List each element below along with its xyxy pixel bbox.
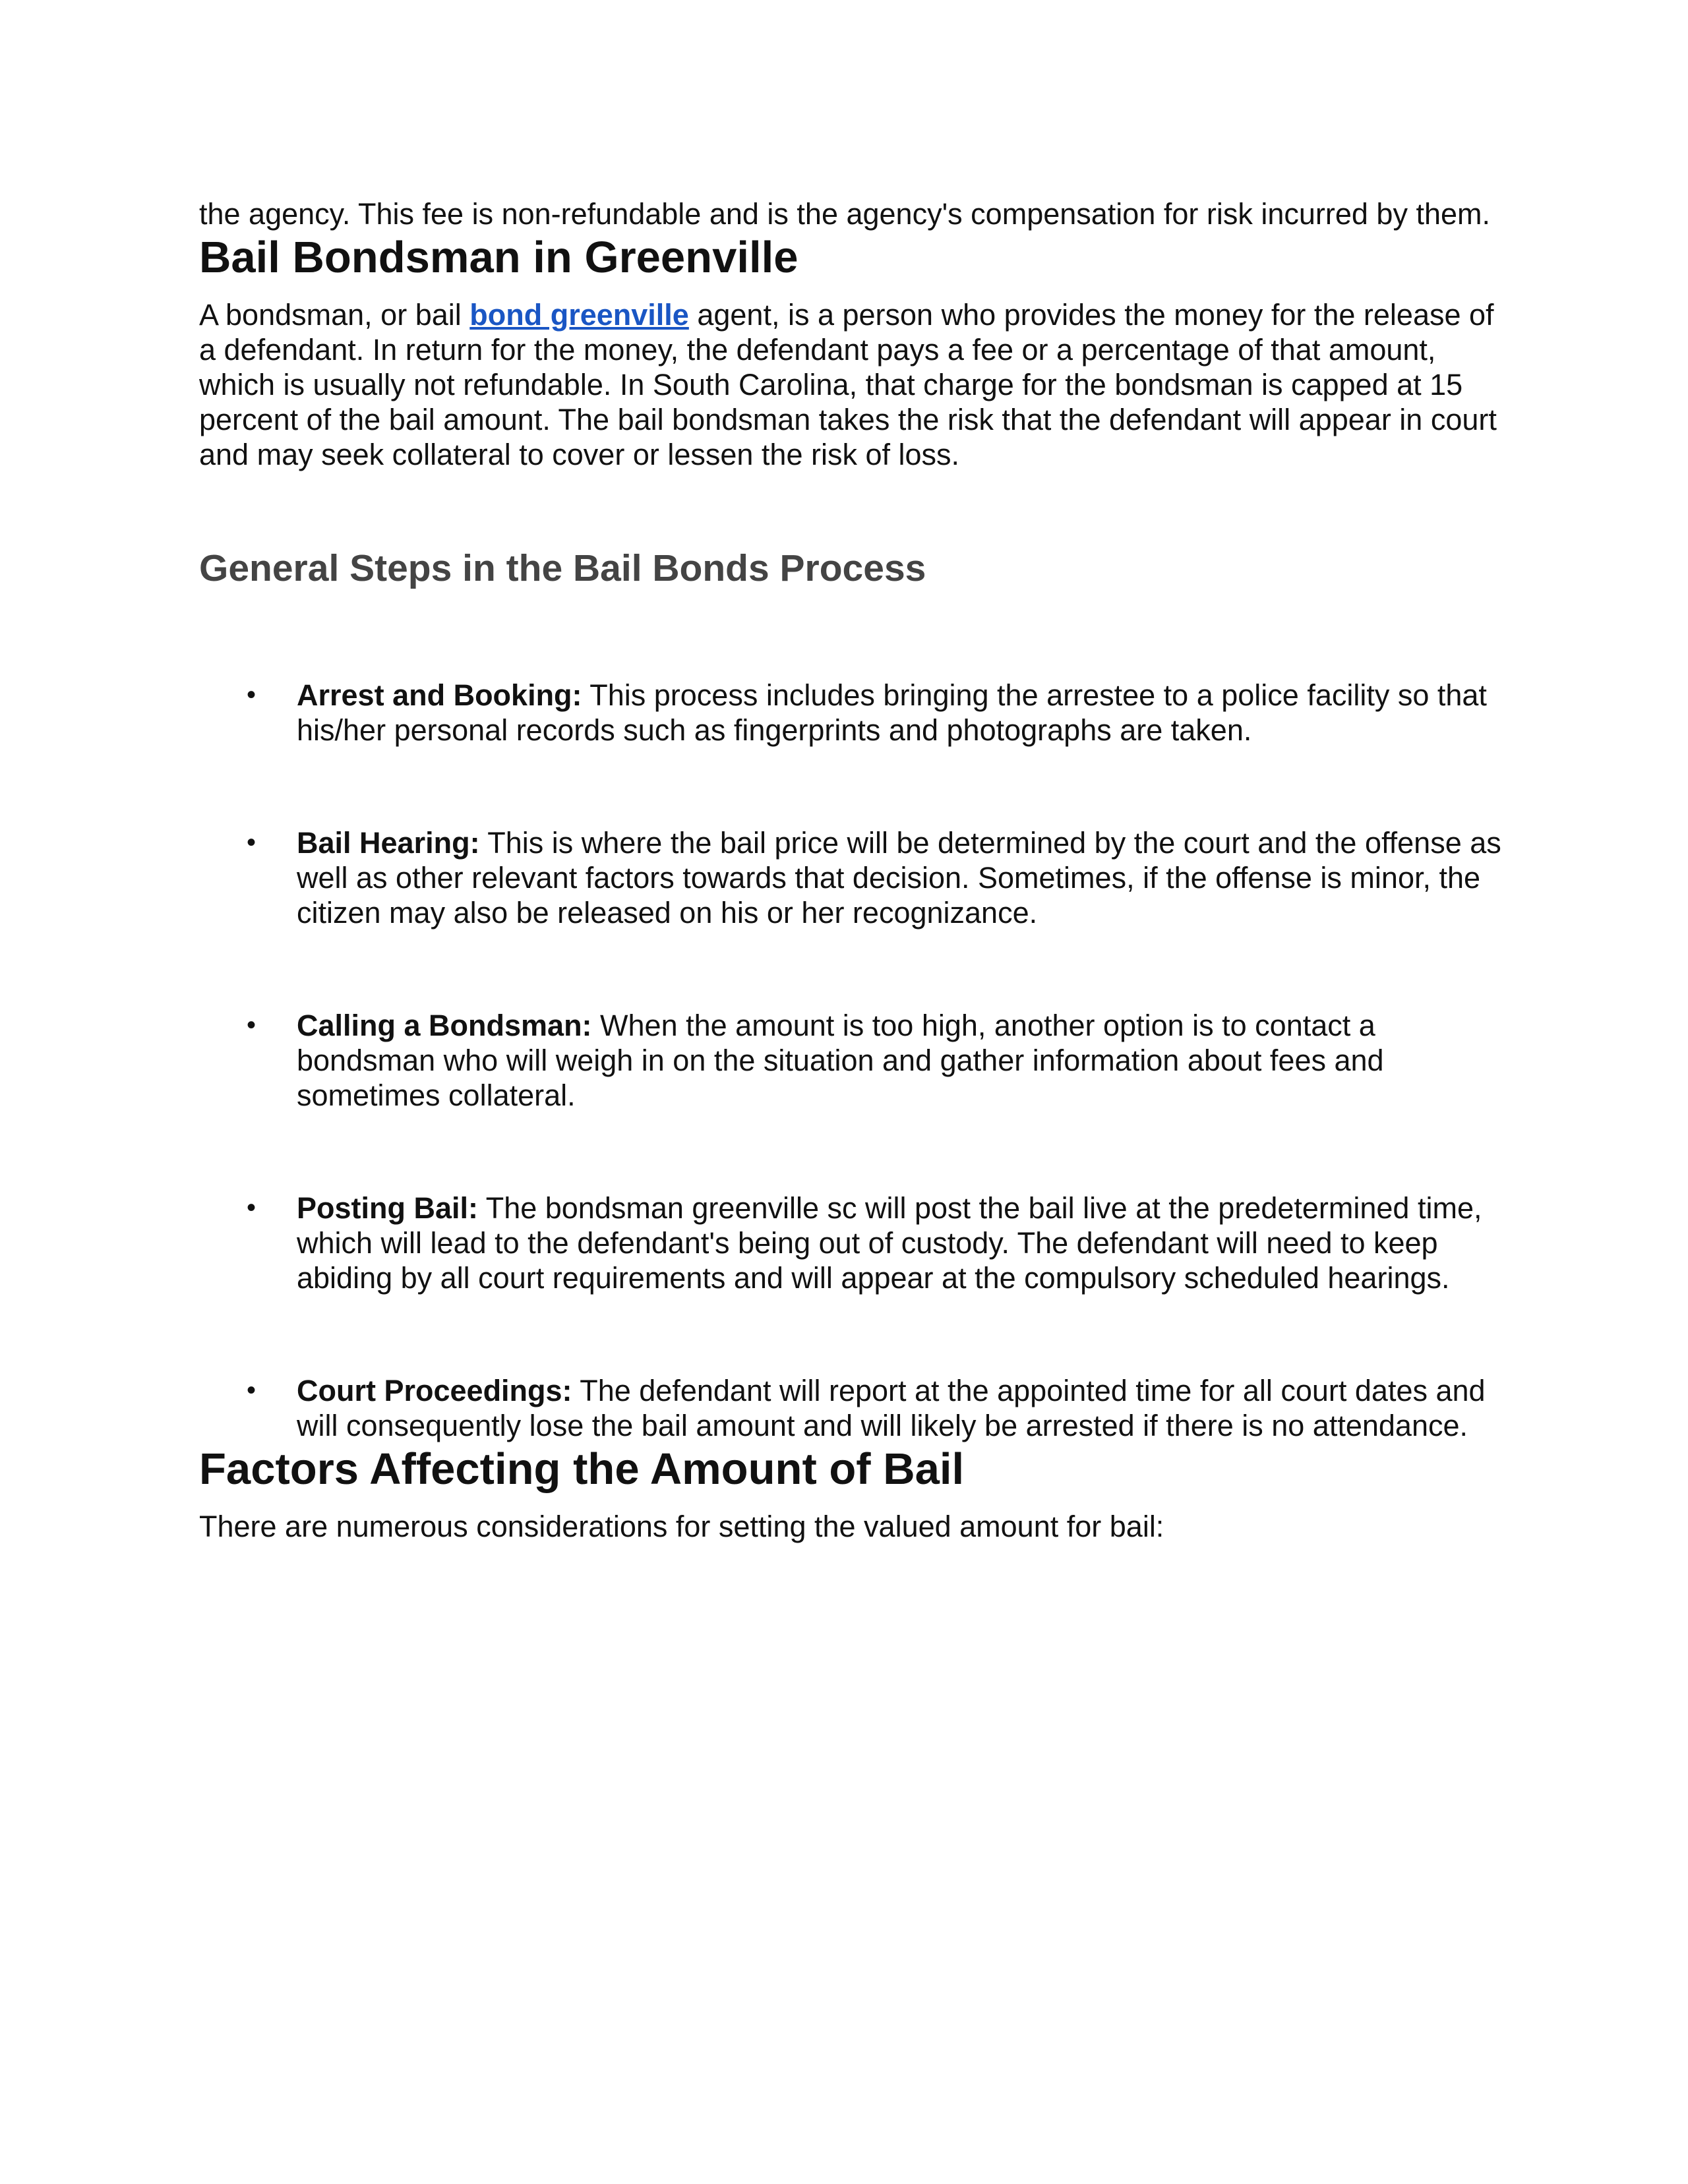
step-text: This process includes bringing the arrestee to a police facility so that his/her personal records such as fingerprints and photographs are taken. bbox=[297, 678, 1487, 747]
step-title: Court Proceedings: bbox=[297, 1374, 572, 1407]
bullet-icon: • bbox=[247, 828, 256, 857]
list-item bbox=[199, 825, 1505, 930]
process-heading: General Steps in the Bail Bonds Process bbox=[199, 547, 926, 589]
list-item bbox=[199, 1191, 1505, 1295]
list-item bbox=[199, 1373, 1505, 1443]
process-steps-list bbox=[199, 678, 1505, 1443]
step-text: The defendant will report at the appointed time for all court dates and will consequently lose the bail amount and will likely be arrested if there is no attendance. bbox=[297, 1374, 1486, 1442]
bondsman-text-after-link: agent, is a person who provides the money for the release of a defendant. In return for the money, the defendant pays a fee or a percentage of that amount, which is usually not refundable. In South Carolina, that charge for the bondsman is capped at 15 percent of the bail amount. The bail bondsman takes the risk that the defendant will appear in court and may seek collateral to cover or lessen the risk of loss. bbox=[199, 298, 1497, 471]
list-item bbox=[199, 1008, 1505, 1113]
step-title: Calling a Bondsman: bbox=[297, 1009, 592, 1042]
bondsman-text-before-link: A bondsman, or bail bbox=[199, 298, 470, 332]
step-title: Posting Bail: bbox=[297, 1191, 479, 1225]
factors-paragraph: There are numerous considerations for setting the valued amount for bail: bbox=[199, 1510, 1164, 1543]
bullet-icon: • bbox=[247, 680, 256, 709]
bondsman-heading: Bail Bondsman in Greenville bbox=[199, 233, 799, 282]
step-title: Arrest and Booking: bbox=[297, 678, 582, 712]
step-title: Bail Hearing: bbox=[297, 826, 480, 860]
intro-paragraph: the agency. This fee is non-refundable and is the agency's compensation for risk incurred by them. bbox=[199, 197, 1491, 231]
bondsman-paragraph bbox=[199, 297, 1505, 472]
factors-heading: Factors Affecting the Amount of Bail bbox=[199, 1444, 965, 1494]
list-item bbox=[199, 678, 1505, 748]
bond-greenville-link[interactable]: bond greenville bbox=[469, 298, 689, 332]
step-text: This is where the bail price will be determined by the court and the offense as well as other relevant factors towards that decision. Sometimes, if the offense is minor, the citizen may also be released on his or her recognizance. bbox=[297, 826, 1501, 930]
bullet-icon: • bbox=[247, 1376, 256, 1405]
step-text: When the amount is too high, another option is to contact a bondsman who will weigh in on the situation and gather information about fees and sometimes collateral. bbox=[297, 1009, 1384, 1112]
bullet-icon: • bbox=[247, 1193, 256, 1222]
step-text: The bondsman greenville sc will post the bail live at the predetermined time, which will lead to the defendant's being out of custody. The defendant will need to keep abiding by all court requirements and will appear at the compulsory scheduled hearings. bbox=[297, 1191, 1482, 1295]
document-page bbox=[199, 196, 1505, 1544]
bullet-icon: • bbox=[247, 1011, 256, 1040]
